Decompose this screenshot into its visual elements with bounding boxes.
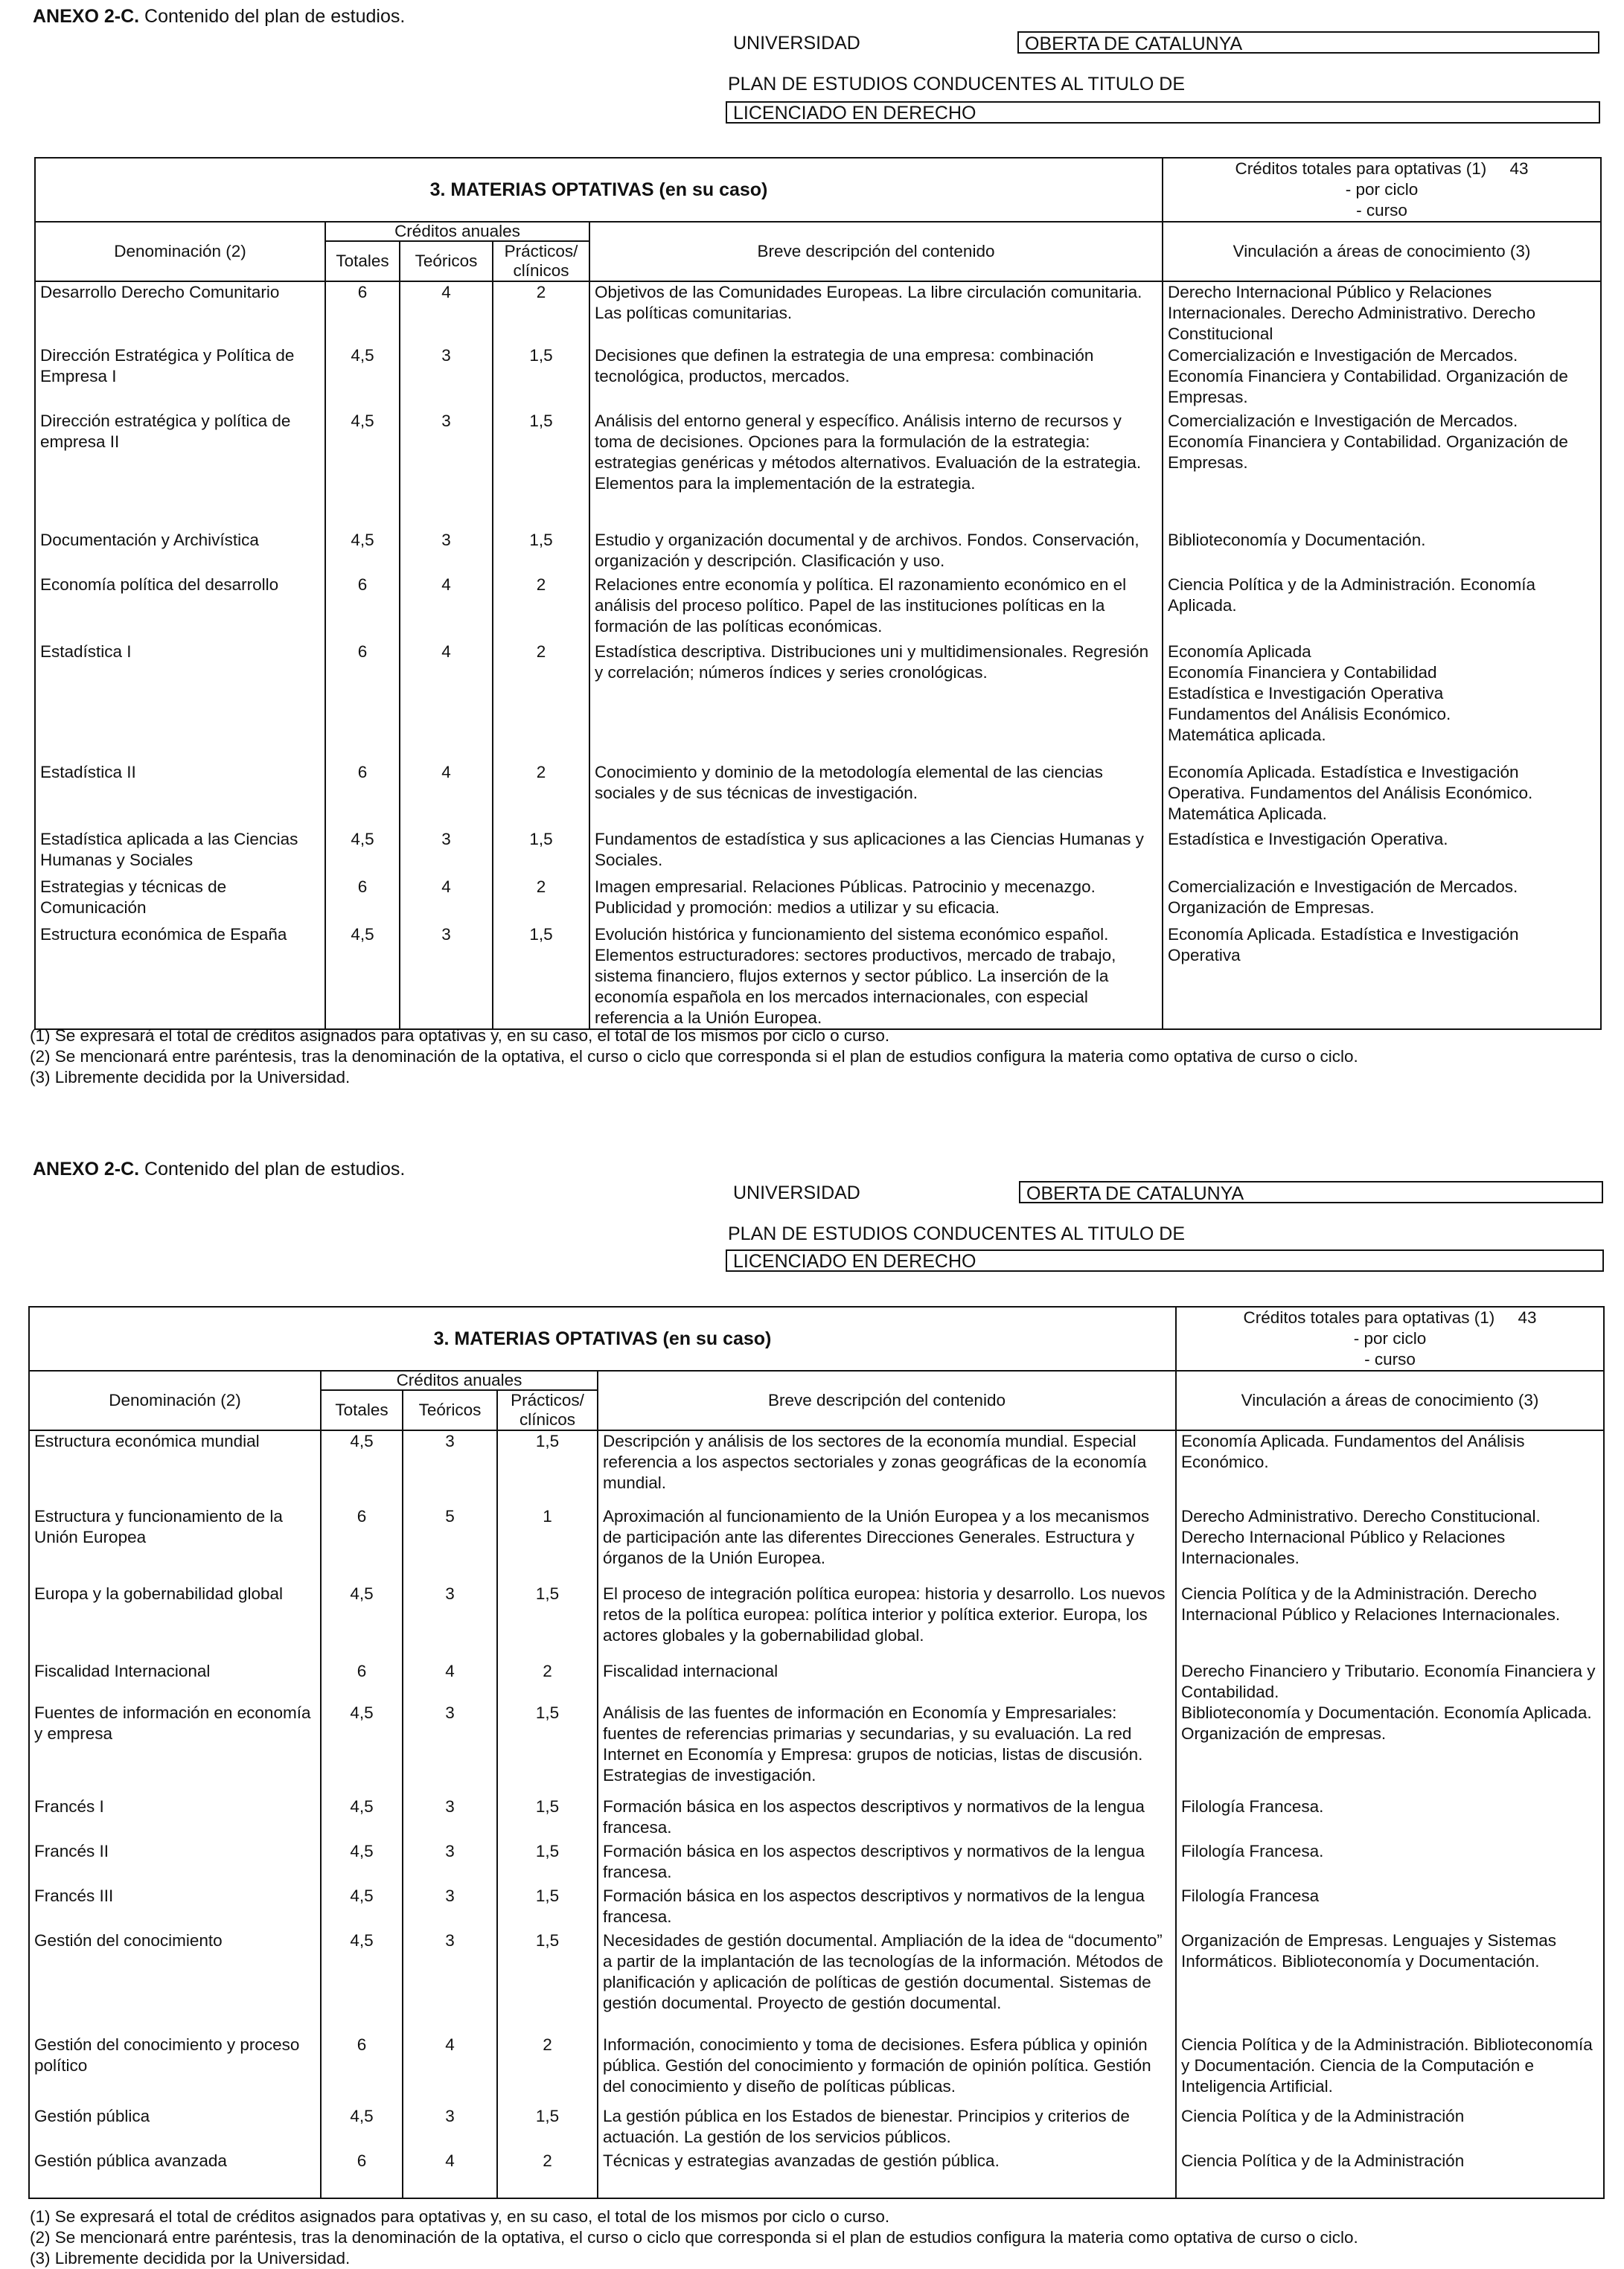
subjects-table [28,1306,1605,2199]
credits-total: 4,5 [325,411,400,530]
credits-theory: 3 [403,1584,497,1661]
credits-practical: 1,5 [497,2106,598,2151]
table-row [29,2035,1604,2106]
credits-total: 6 [321,1506,403,1584]
credits-total: 6 [321,2035,403,2106]
credits-theory: 3 [400,924,493,1029]
knowledge-areas: Estadística e Investigación Operativa. [1163,829,1601,877]
footnote-2: (2) Se mencionará entre paréntesis, tras la denominación de la optativa, el curso o ciclo que corresponda si el plan de estudios configura la materia como optativa de curso o ciclo. [30,2228,1358,2247]
credits-practical: 2 [493,575,589,641]
subject-name: Estadística I [35,641,325,762]
credits-total: 4,5 [325,829,400,877]
credits-practical: 2 [497,2035,598,2106]
credits-total: 4,5 [325,924,400,1029]
table-row [29,1584,1604,1661]
table-row [29,1796,1604,1841]
credits-total: 6 [325,641,400,762]
credits-theory: 3 [400,411,493,530]
credits-theory: 4 [403,1661,497,1703]
subject-description: Fundamentos de estadística y sus aplicaciones a las Ciencias Humanas y Sociales. [589,829,1163,877]
col-totals-header: Totales [325,241,400,281]
subject-name: Gestión del conocimiento y proceso político [29,2035,321,2106]
credits-practical: 1,5 [497,1796,598,1841]
table-row [35,877,1601,924]
credits-total: 6 [321,2151,403,2198]
col-areas-header: Vinculación a áreas de conocimiento (3) [1163,222,1601,281]
knowledge-areas: Ciencia Política y de la Administración. Derecho Internacional Público y Relaciones Internacionales. [1176,1584,1604,1661]
credits-practical: 1,5 [497,1703,598,1796]
subject-description: Análisis de las fuentes de información en Economía y Empresariales: fuentes de referencias primarias y secundarias, y su evaluación. La red Internet en Economía y Empresa: grupos de noticias, listas de discusión. Estrategias de investigación. [598,1703,1176,1796]
plan-label: PLAN DE ESTUDIOS CONDUCENTES AL TITULO DE [728,1223,1186,1244]
footnote-1: (1) Se expresará el total de créditos asignados para optativas y, en su caso, el total de los mismos por ciclo o curso. [30,2207,890,2226]
credits-practical: 1,5 [493,924,589,1029]
credits-theory: 4 [400,575,493,641]
subject-name: Fuentes de información en economía y empresa [29,1703,321,1796]
table-row [29,1841,1604,1886]
degree-box: LICENCIADO EN DERECHO [726,1249,1604,1272]
knowledge-areas: Economía Aplicada. Estadística e Investigación Operativa. Fundamentos del Análisis Económico. Matemática Aplicada. [1163,762,1601,829]
knowledge-areas: Economía Aplicada. Estadística e Investigación Operativa [1163,924,1601,1029]
knowledge-areas: Ciencia Política y de la Administración. Economía Aplicada. [1163,575,1601,641]
subject-description: Evolución histórica y funcionamiento del sistema económico español. Elementos estructuradores: sectores productivos, mercado de trabajo, sistema financiero, flujos externos y sector público. La inserción de la economía española en los mercados internacionales, con especial referencia a la Unión Europea. [589,924,1163,1029]
subject-description: La gestión pública en los Estados de bienestar. Principios y criterios de actuación. La gestión de los servicios públicos. [598,2106,1176,2151]
document-page-2 [0,1150,1624,2268]
footnotes [30,2206,1358,2269]
credits-practical: 1,5 [493,411,589,530]
subject-description: Objetivos de las Comunidades Europeas. La libre circulación comunitaria. Las políticas comunitarias. [589,281,1163,345]
subject-description: Necesidades de gestión documental. Ampliación de la idea de “documento” a partir de la implantación de las tecnologías de la información. Métodos de planificación y aplicación de políticas de gestión documental. Sistemas de gestión documental. Proyecto de gestión documental. [598,1930,1176,2035]
credits-total: 6 [321,1661,403,1703]
col-areas-header: Vinculación a áreas de conocimiento (3) [1176,1371,1604,1430]
subject-name: Francés I [29,1796,321,1841]
credits-theory: 4 [400,281,493,345]
col-name-header: Denominación (2) [35,222,325,281]
subject-name: Gestión pública avanzada [29,2151,321,2198]
col-credits-group-header: Créditos anuales [321,1371,598,1390]
table-row [35,281,1601,345]
credits-total: 4,5 [321,1584,403,1661]
footnote-1: (1) Se expresará el total de créditos asignados para optativas y, en su caso, el total de los mismos por ciclo o curso. [30,1026,890,1045]
credits-total: 4,5 [321,1703,403,1796]
credits-theory: 3 [403,1703,497,1796]
subject-description: Descripción y análisis de los sectores de la economía mundial. Especial referencia a los aspectos sectoriales y zonas geográficas de la economía mundial. [598,1430,1176,1506]
table-row [35,762,1601,829]
subject-name: Fiscalidad Internacional [29,1661,321,1703]
table-row [29,1886,1604,1930]
table-row [35,641,1601,762]
university-name-box: OBERTA DE CATALUNYA [1017,31,1599,54]
table-row [35,530,1601,575]
knowledge-areas: Economía Aplicada. Fundamentos del Análisis Económico. [1176,1430,1604,1506]
table-row [35,924,1601,1029]
annex-title: ANEXO 2-C. Contenido del plan de estudios. [33,1159,406,1180]
col-credits-group-header: Créditos anuales [325,222,589,241]
col-practical-header: Prácticos/ clínicos [497,1390,598,1430]
subject-name: Estrategias y técnicas de Comunicación [35,877,325,924]
document-page-1 [0,0,1624,1116]
table-row [29,1930,1604,2035]
credits-total-cell: Créditos totales para optativas (1) 43 - por ciclo - curso [1163,158,1601,222]
table-row [35,829,1601,877]
subject-description: Formación básica en los aspectos descriptivos y normativos de la lengua francesa. [598,1886,1176,1930]
knowledge-areas: Ciencia Política y de la Administración. Biblioteconomía y Documentación. Ciencia de la Computación e Inteligencia Artificial. [1176,2035,1604,2106]
university-name-box: OBERTA DE CATALUNYA [1019,1181,1603,1203]
section-title: 3. MATERIAS OPTATIVAS (en su caso) [29,1307,1176,1371]
university-label: UNIVERSIDAD [733,1182,860,1203]
subject-name: Estructura económica de España [35,924,325,1029]
credits-total: 4,5 [321,2106,403,2151]
knowledge-areas: Comercialización e Investigación de Mercados. Economía Financiera y Contabilidad. Organización de Empresas. [1163,345,1601,411]
col-theory-header: Teóricos [403,1390,497,1430]
credits-practical: 1,5 [493,345,589,411]
credits-theory: 4 [403,2035,497,2106]
knowledge-areas: Filología Francesa [1176,1886,1604,1930]
footnote-3: (3) Libremente decidida por la Universidad. [30,2249,351,2268]
credits-practical: 1,5 [493,530,589,575]
subject-description: Estudio y organización documental y de archivos. Fondos. Conservación, organización y descripción. Clasificación y uso. [589,530,1163,575]
knowledge-areas: Economía Aplicada Economía Financiera y Contabilidad Estadística e Investigación Operativa Fundamentos del Análisis Económico. Matemática aplicada. [1163,641,1601,762]
credits-practical: 2 [497,1661,598,1703]
knowledge-areas: Filología Francesa. [1176,1841,1604,1886]
col-description-header: Breve descripción del contenido [598,1371,1176,1430]
knowledge-areas: Derecho Administrativo. Derecho Constitucional. Derecho Internacional Público y Relaciones Internacionales. [1176,1506,1604,1584]
subject-name: Estadística aplicada a las Ciencias Humanas y Sociales [35,829,325,877]
table-row [29,2106,1604,2151]
subject-name: Economía política del desarrollo [35,575,325,641]
subject-description: El proceso de integración política europea: historia y desarrollo. Los nuevos retos de la política europea: política interior y política exterior. Europa, los actores globales y la gobernabilidad global. [598,1584,1176,1661]
footnotes [30,1025,1358,1088]
col-name-header: Denominación (2) [29,1371,321,1430]
subject-description: Información, conocimiento y toma de decisiones. Esfera pública y opinión pública. Gestión del conocimiento y formación de opinión política. Gestión del conocimiento y diseño de políticas públicas. [598,2035,1176,2106]
subject-description: Imagen empresarial. Relaciones Públicas. Patrocinio y mecenazgo. Publicidad y promoción: medios a utilizar y su eficacia. [589,877,1163,924]
credits-theory: 4 [400,877,493,924]
col-description-header: Breve descripción del contenido [589,222,1163,281]
knowledge-areas: Ciencia Política y de la Administración [1176,2151,1604,2198]
table-row [35,345,1601,411]
credits-total: 4,5 [321,1841,403,1886]
credits-total: 4,5 [321,1930,403,2035]
subject-name: Europa y la gobernabilidad global [29,1584,321,1661]
col-totals-header: Totales [321,1390,403,1430]
subject-description: Análisis del entorno general y específico. Análisis interno de recursos y toma de decisiones. Opciones para la formulación de la estrategia: estrategias genéricas y métodos alternativos. Evaluación de la estrategia. Elementos para la implementación de la estrategia. [589,411,1163,530]
credits-practical: 1,5 [497,1841,598,1886]
credits-theory: 3 [403,1841,497,1886]
credits-total: 4,5 [321,1886,403,1930]
credits-theory: 3 [403,1886,497,1930]
footnote-2: (2) Se mencionará entre paréntesis, tras la denominación de la optativa, el curso o ciclo que corresponda si el plan de estudios configura la materia como optativa de curso o ciclo. [30,1047,1358,1066]
subject-description: Estadística descriptiva. Distribuciones uni y multidimensionales. Regresión y correlación; números índices y series cronológicas. [589,641,1163,762]
subject-description: Formación básica en los aspectos descriptivos y normativos de la lengua francesa. [598,1796,1176,1841]
credits-total: 6 [325,575,400,641]
subject-description: Aproximación al funcionamiento de la Unión Europea y a los mecanismos de participación ante las diferentes Direcciones Generales. Estructura y órganos de la Unión Europea. [598,1506,1176,1584]
table-row [29,1661,1604,1703]
credits-practical: 2 [493,281,589,345]
credits-theory: 3 [403,1930,497,2035]
table-row [29,1506,1604,1584]
footnote-3: (3) Libremente decidida por la Universidad. [30,1068,351,1087]
subject-name: Documentación y Archivística [35,530,325,575]
col-practical-header: Prácticos/ clínicos [493,241,589,281]
knowledge-areas: Filología Francesa. [1176,1796,1604,1841]
credits-practical: 1,5 [497,1886,598,1930]
subject-description: Decisiones que definen la estrategia de una empresa: combinación tecnológica, productos, mercados. [589,345,1163,411]
credits-practical: 2 [497,2151,598,2198]
annex-title: ANEXO 2-C. Contenido del plan de estudios. [33,6,406,27]
plan-label: PLAN DE ESTUDIOS CONDUCENTES AL TITULO DE [728,74,1186,95]
table-row [29,1430,1604,1506]
credits-practical: 2 [493,641,589,762]
credits-practical: 1,5 [493,829,589,877]
credits-theory: 4 [400,641,493,762]
credits-theory: 4 [400,762,493,829]
credits-practical: 2 [493,877,589,924]
subject-name: Estructura y funcionamiento de la Unión Europea [29,1506,321,1584]
knowledge-areas: Derecho Financiero y Tributario. Economía Financiera y Contabilidad. [1176,1661,1604,1703]
degree-box: LICENCIADO EN DERECHO [726,101,1600,124]
credits-practical: 1,5 [497,1584,598,1661]
subject-description: Formación básica en los aspectos descriptivos y normativos de la lengua francesa. [598,1841,1176,1886]
university-label: UNIVERSIDAD [733,33,860,54]
credits-total: 6 [325,762,400,829]
credits-theory: 3 [403,1796,497,1841]
table-row [29,1703,1604,1796]
subject-name: Francés III [29,1886,321,1930]
knowledge-areas: Ciencia Política y de la Administración [1176,2106,1604,2151]
credits-total: 6 [325,877,400,924]
credits-theory: 3 [403,1430,497,1506]
subject-name: Gestión del conocimiento [29,1930,321,2035]
credits-theory: 3 [403,2106,497,2151]
table-row [35,575,1601,641]
credits-total: 4,5 [325,345,400,411]
credits-total: 4,5 [321,1796,403,1841]
credits-theory: 3 [400,345,493,411]
subject-name: Francés II [29,1841,321,1886]
subject-name: Dirección estratégica y política de empresa II [35,411,325,530]
subjects-table [34,157,1602,1030]
knowledge-areas: Organización de Empresas. Lenguajes y Sistemas Informáticos. Biblioteconomía y Documentación. [1176,1930,1604,2035]
knowledge-areas: Biblioteconomía y Documentación. Economía Aplicada. Organización de empresas. [1176,1703,1604,1796]
table-row [35,411,1601,530]
subject-name: Estadística II [35,762,325,829]
subject-name: Estructura económica mundial [29,1430,321,1506]
credits-total: 4,5 [321,1430,403,1506]
credits-theory: 4 [403,2151,497,2198]
knowledge-areas: Derecho Internacional Público y Relaciones Internacionales. Derecho Administrativo. Derecho Constitucional [1163,281,1601,345]
subject-name: Gestión pública [29,2106,321,2151]
credits-theory: 3 [400,829,493,877]
credits-theory: 5 [403,1506,497,1584]
subject-description: Fiscalidad internacional [598,1661,1176,1703]
subject-name: Dirección Estratégica y Política de Empresa I [35,345,325,411]
section-title: 3. MATERIAS OPTATIVAS (en su caso) [35,158,1163,222]
subject-description: Relaciones entre economía y política. El razonamiento económico en el análisis del proceso político. Papel de las instituciones políticas en la formación de las políticas económicas. [589,575,1163,641]
subject-description: Técnicas y estrategias avanzadas de gestión pública. [598,2151,1176,2198]
subject-description: Conocimiento y dominio de la metodología elemental de las ciencias sociales y de sus técnicas de investigación. [589,762,1163,829]
credits-total: 6 [325,281,400,345]
credits-practical: 1,5 [497,1430,598,1506]
knowledge-areas: Comercialización e Investigación de Mercados. Economía Financiera y Contabilidad. Organización de Empresas. [1163,411,1601,530]
table-row [29,2151,1604,2198]
credits-theory: 3 [400,530,493,575]
credits-practical: 1,5 [497,1930,598,2035]
knowledge-areas: Comercialización e Investigación de Mercados. Organización de Empresas. [1163,877,1601,924]
credits-total-cell: Créditos totales para optativas (1) 43 - por ciclo - curso [1176,1307,1604,1371]
credits-total: 4,5 [325,530,400,575]
subject-name: Desarrollo Derecho Comunitario [35,281,325,345]
credits-practical: 2 [493,762,589,829]
col-theory-header: Teóricos [400,241,493,281]
credits-practical: 1 [497,1506,598,1584]
knowledge-areas: Biblioteconomía y Documentación. [1163,530,1601,575]
